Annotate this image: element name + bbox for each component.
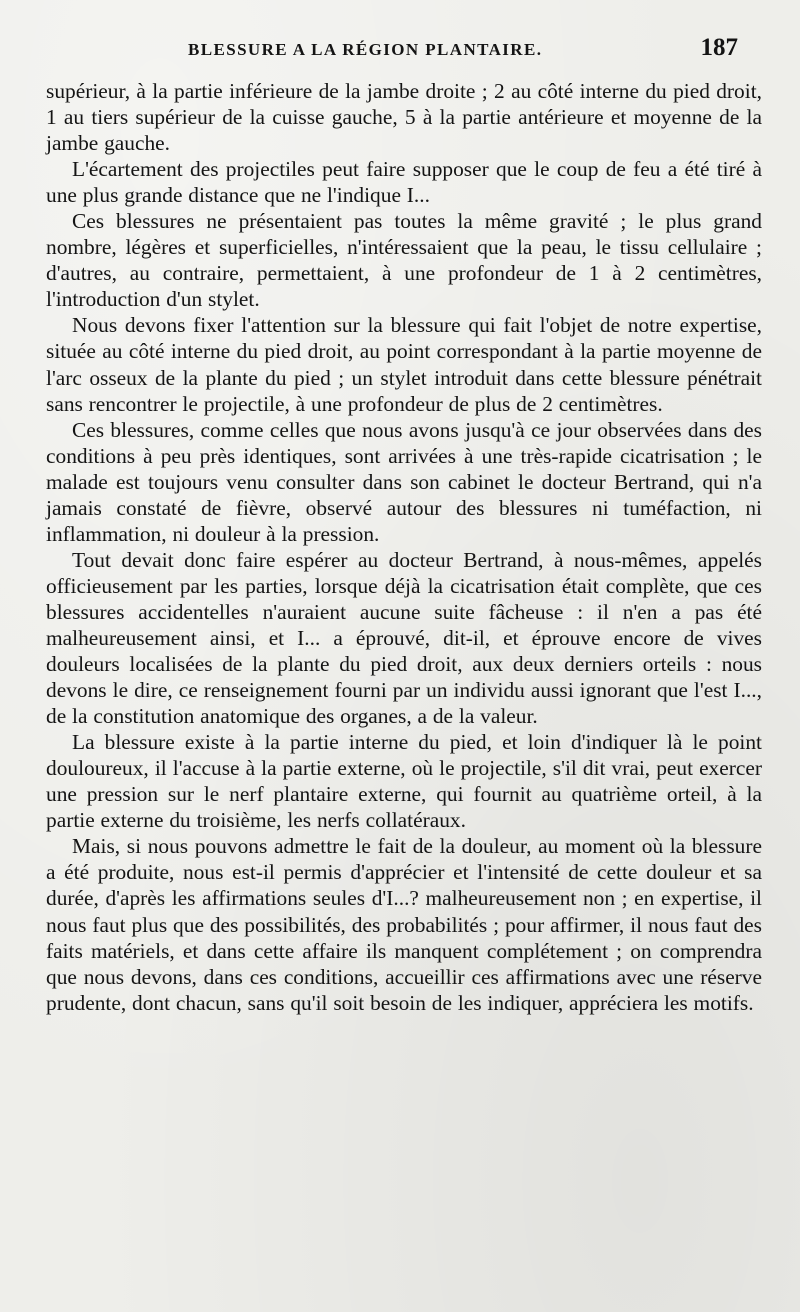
paragraph: Ces blessures ne présentaient pas toutes la même gravité ; le plus grand nombre, légères et superficielles, n'intéressaient que la peau, le tissu cellulaire ; d'autres, au contraire, permettaient, à une profondeur de 1 à 2 centimètres, l'introduction d'un stylet. [46,209,762,312]
paragraph: Tout devait donc faire espérer au docteur Bertrand, à nous-mêmes, appelés officieusement par les parties, lorsque déjà la cicatrisation était complète, que ces blessures accidentelles n'auraient aucune suite fâcheuse : il n'en a pas été malheureusement ainsi, et I... a éprouvé, dit-il, et éprouve encore de vives douleurs localisées de la plante du pied droit, aux deux derniers orteils : nous devons le dire, ce renseignement fourni par un individu aussi ignorant que l'est I..., de la constitution anatomique des organes, a de la valeur. [46,547,762,729]
running-head: BLESSURE A LA RÉGION PLANTAIRE. [188,40,543,59]
paragraph: Ces blessures, comme celles que nous avons jusqu'à ce jour observées dans des conditions à peu près identiques, sont arrivées à une très-rapide cicatrisation ; le malade est toujours venu consulter dans son cabinet le docteur Bertrand, qui n'a jamais constaté de fièvre, observé autour des blessures ni tuméfaction, ni inflammation, ni douleur à la pression. [46,417,762,546]
page-number: 187 [700,34,738,61]
paragraph: Nous devons fixer l'attention sur la blessure qui fait l'objet de notre expertise, située au côté interne du pied droit, au point correspondant à la partie moyenne de l'arc osseux de la plante du pied ; un stylet introduit dans cette blessure pénétrait sans rencontrer le projectile, à une profondeur de plus de 2 centimètres. [46,313,762,416]
body-text [46,78,762,1016]
paragraph: L'écartement des projectiles peut faire supposer que le coup de feu a été tiré à une plus grande distance que ne l'indique I... [46,157,762,208]
paragraph-continued: supérieur, à la partie inférieure de la jambe droite ; 2 au côté interne du pied droit, 1 au tiers supérieur de la cuisse gauche, 5 à la partie antérieure et moyenne de la jambe gauche. [46,79,762,156]
paragraph: La blessure existe à la partie interne du pied, et loin d'indiquer là le point douloureux, il l'accuse à la partie externe, où le projectile, s'il dit vrai, peut exercer une pression sur le nerf plantaire externe, qui fournit au quatrième orteil, à la partie externe du troisième, les nerfs collatéraux. [46,730,762,833]
paragraph: Mais, si nous pouvons admettre le fait de la douleur, au moment où la blessure a été produite, nous est-il permis d'apprécier et l'intensité de cette douleur et sa durée, d'après les affirmations seules d'I...? malheureusement non ; en expertise, il nous faut plus que des possibilités, des probabilités ; pour affirmer, il nous faut des faits matériels, et dans cette affaire ils manquent complétement ; on comprendra que nous devons, dans ces conditions, accueillir ces affirmations avec une réserve prudente, dont chacun, sans qu'il soit besoin de les indiquer, appréciera les motifs. [46,834,762,1015]
